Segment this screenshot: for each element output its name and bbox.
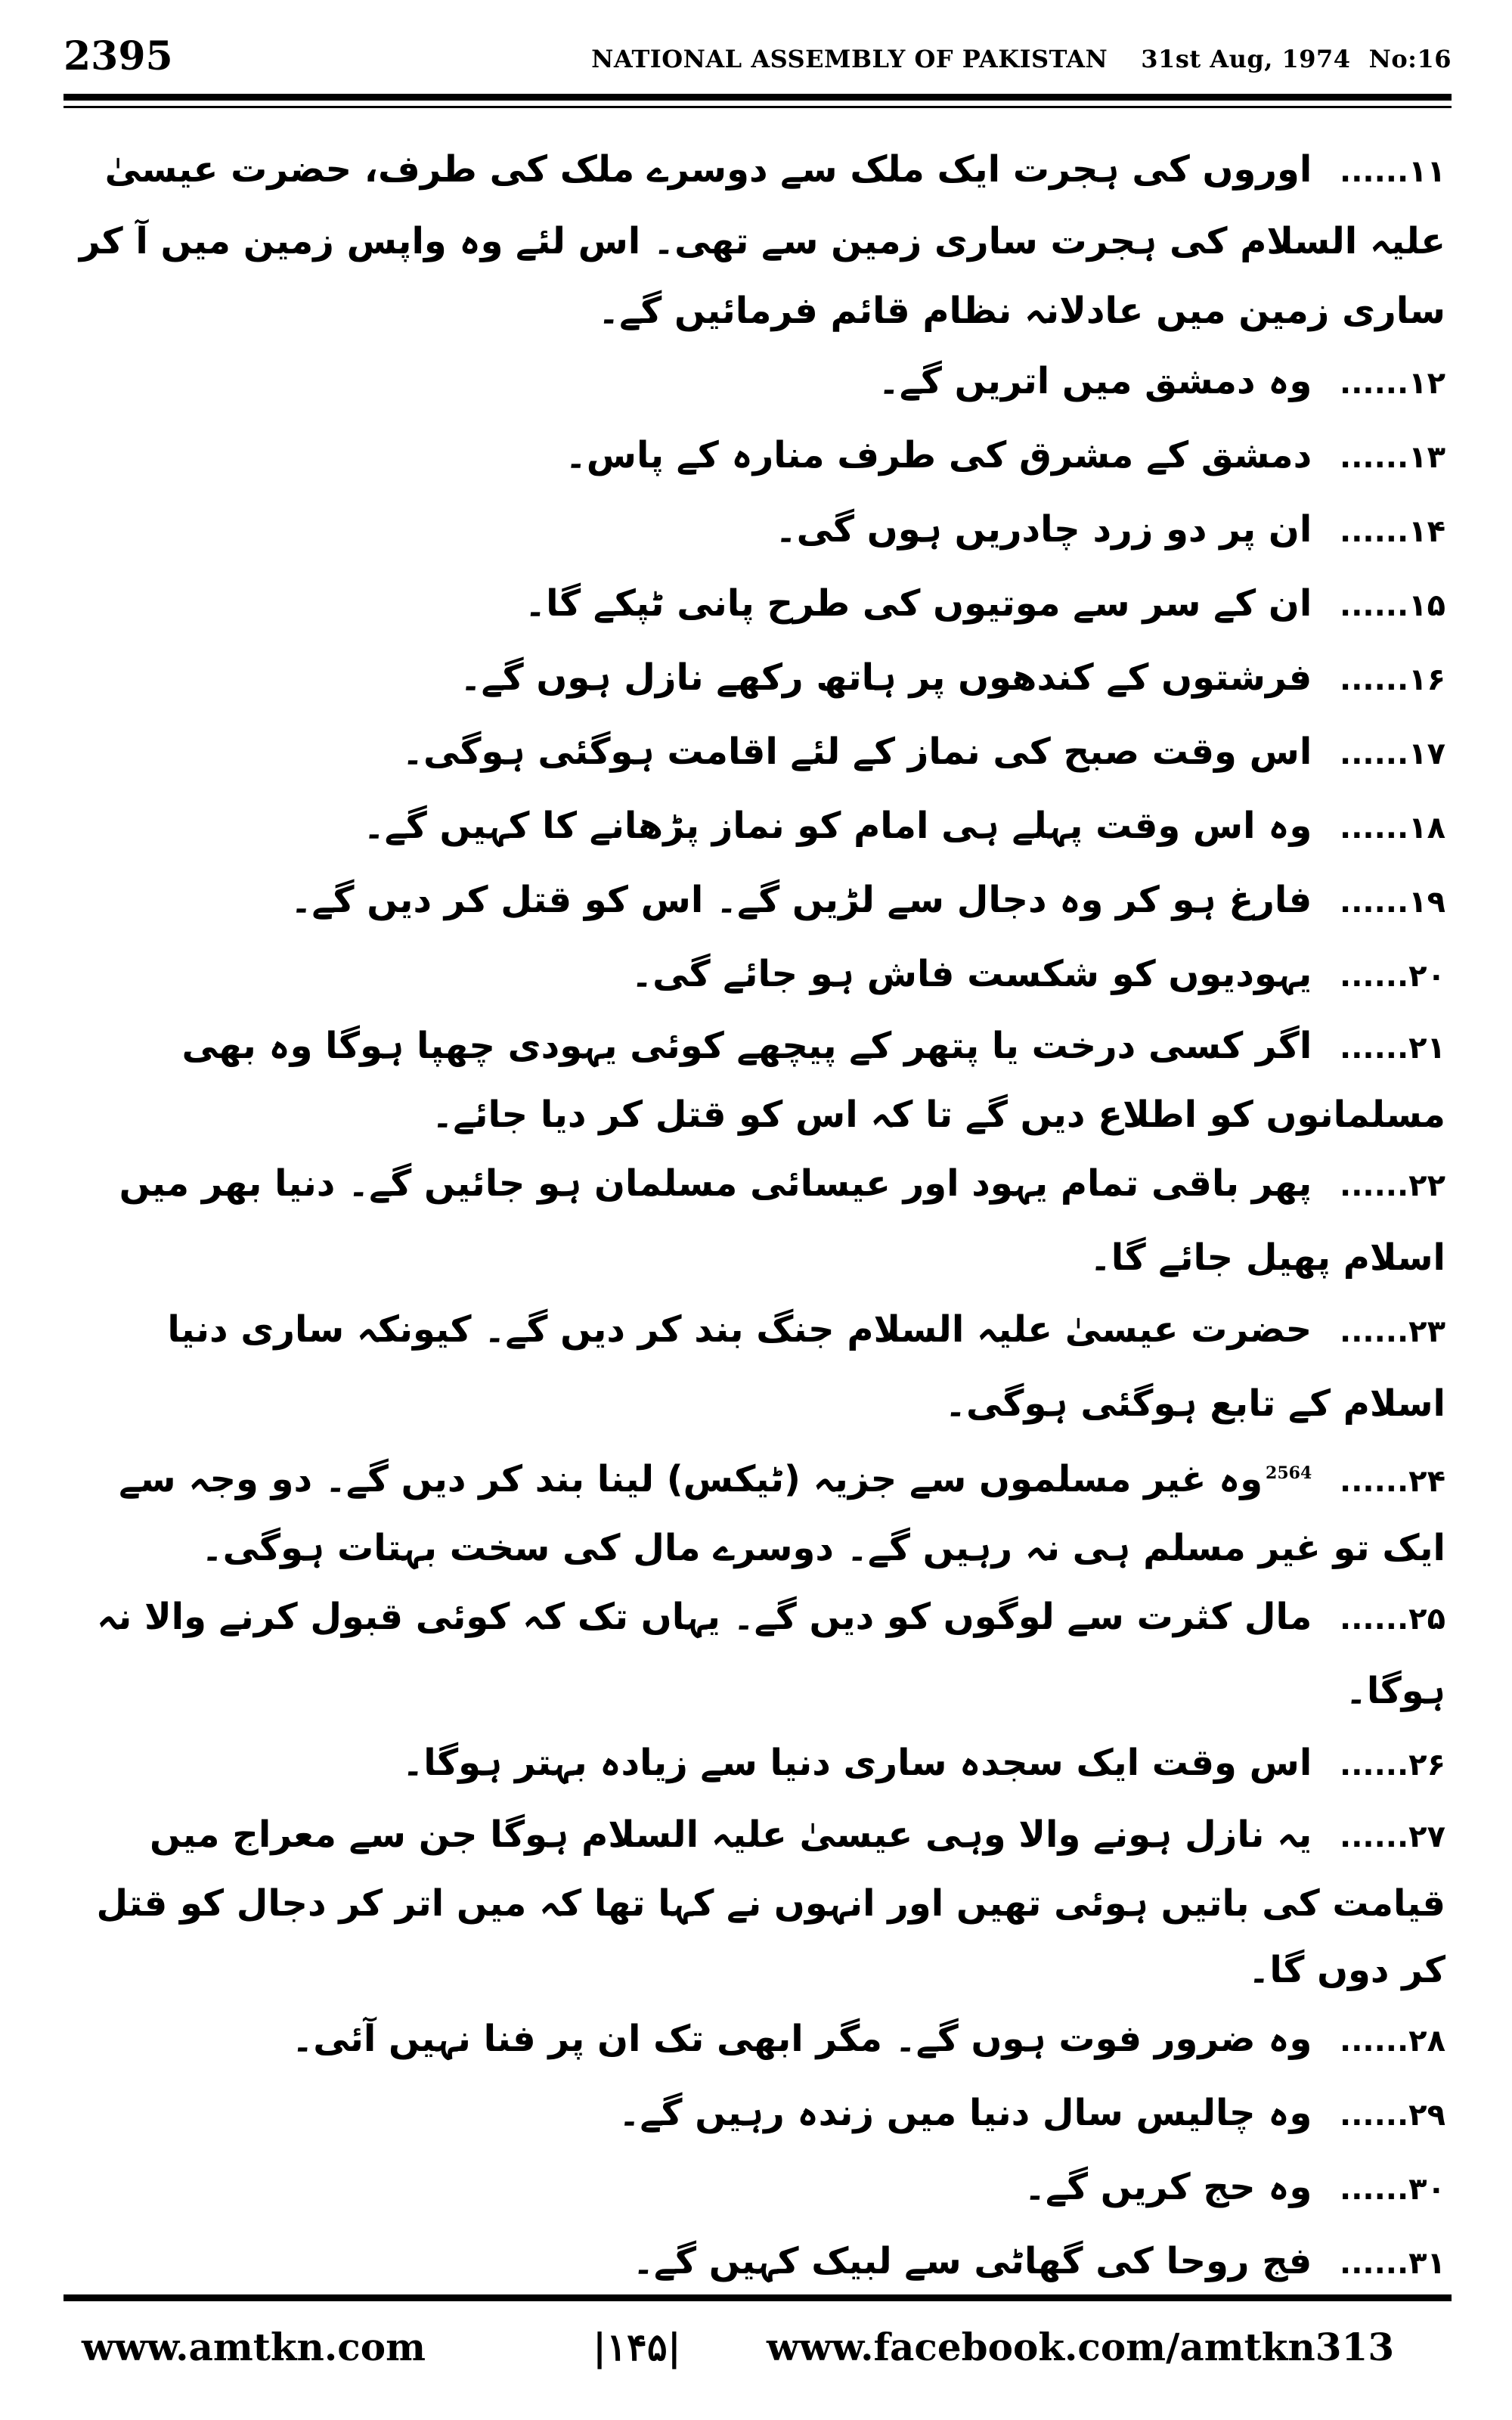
list-item: [64, 1013, 1445, 1148]
item-text: اس وقت ایک سجدہ ساری دنیا سے زیادہ بہتر ہوگا۔: [402, 1742, 1312, 1784]
list-item: [64, 642, 1445, 716]
document-body: [64, 135, 1445, 2282]
item-number: ۱۳......: [1340, 440, 1445, 475]
item-number: ۲۵......: [1340, 1602, 1445, 1637]
list-item: [64, 2152, 1445, 2226]
list-item: [64, 2077, 1445, 2152]
list-item: [64, 1581, 1445, 1727]
list-item: [64, 346, 1445, 420]
website-link[interactable]: www.amtkn.com: [82, 2325, 426, 2369]
list-item: [64, 135, 1445, 346]
item-text: پھر باقی تمام یہود اور عیسائی مسلمان ہو جائیں گے۔ دنیا بھر میں اسلام پھیل جائے گا۔: [119, 1162, 1445, 1279]
footer-page-number: |۱۴۵|: [593, 2325, 681, 2369]
item-number: ۲۰......: [1340, 959, 1445, 994]
item-number: ۲۱......: [1340, 1031, 1445, 1066]
item-number: ۲۶......: [1340, 1748, 1445, 1782]
list-item: [64, 420, 1445, 494]
item-text: فارغ ہو کر وہ دجال سے لڑیں گے۔ اس کو قتل کر دیں گے۔: [290, 879, 1312, 921]
issue-number: No:16: [1368, 45, 1452, 73]
list-item: [64, 494, 1445, 568]
list-item: [64, 716, 1445, 790]
item-number: ۱۶......: [1340, 662, 1445, 697]
item-text: یہ نازل ہونے والا وہی عیسیٰ علیہ السلام ہوگا جن سے معراج میں قیامت کی باتیں ہوئی تھیں اور انہوں نے کہا تھا کہ میں اتر کر دجال کو قتل کر دوں گا۔: [96, 1813, 1445, 1991]
list-item: [64, 2226, 1445, 2300]
item-number: ۱۲......: [1340, 366, 1445, 401]
item-text: اگر کسی درخت یا پتھر کے پیچھے کوئی یہودی چھپا ہوگا وہ بھی مسلمانوں کو اطلاع دیں گے تا کہ اس کو قتل کر دیا جائے۔: [181, 1025, 1445, 1136]
list-item: [64, 2003, 1445, 2077]
item-number: ۱۱......: [1340, 154, 1445, 189]
item-number: ۲۴......: [1340, 1464, 1445, 1499]
item-number: ۱۹......: [1340, 885, 1445, 920]
list-item: [64, 1440, 1445, 1581]
item-number: ۳۰......: [1340, 2172, 1445, 2207]
list-item: [64, 864, 1445, 939]
item-number: ۲۹......: [1340, 2098, 1445, 2133]
facebook-link[interactable]: www.facebook.com/amtkn313: [767, 2325, 1395, 2369]
header-title: [558, 36, 1452, 82]
footer-rule: [64, 2294, 1452, 2301]
item-number: ۲۷......: [1340, 1820, 1445, 1854]
item-text: وہ حج کریں گے۔: [1024, 2166, 1312, 2208]
item-text: وہ اس وقت پہلے ہی امام کو نماز پڑھانے کا کہیں گے۔: [363, 805, 1312, 847]
list-item: [64, 790, 1445, 864]
page-number: 2395: [64, 33, 173, 79]
item-number: ۱۴......: [1340, 514, 1445, 549]
item-text: مال کثرت سے لوگوں کو دیں گے۔ یہاں تک کہ کوئی قبول کرنے والا نہ ہوگا۔: [97, 1596, 1445, 1712]
item-text: ان پر دو زرد چادریں ہوں گی۔: [775, 508, 1312, 551]
list-item: [64, 1801, 1445, 2003]
item-text: یہودیوں کو شکست فاش ہو جائے گی۔: [631, 953, 1312, 995]
item-text: فرشتوں کے کندھوں پر ہاتھ رکھے نازل ہوں گے۔: [460, 656, 1312, 699]
list-item: [64, 1294, 1445, 1440]
item-text: وہ چالیس سال دنیا میں زندہ رہیں گے۔: [618, 2092, 1312, 2134]
header-rule-thin: [64, 106, 1452, 108]
item-text: ان کے سر سے موتیوں کی طرح پانی ٹپکے گا۔: [525, 582, 1312, 625]
publication-name: NATIONAL ASSEMBLY OF PAKISTAN: [591, 45, 1108, 73]
page-header: [64, 30, 1452, 83]
item-text: اس وقت صبح کی نماز کے لئے اقامت ہوگئی ہوگی۔: [401, 731, 1312, 773]
item-number: ۱۸......: [1340, 811, 1445, 845]
item-text: اوروں کی ہجرت ایک ملک سے دوسرے ملک کی طرف، حضرت عیسیٰ علیہ السلام کی ہجرت ساری زمین سے تھی۔ اس لئے وہ واپس زمین میں آ کر ساری زمین میں عادلانہ نظام قائم فرمائیں گے۔: [79, 148, 1445, 332]
item-number: ۲۸......: [1340, 2024, 1445, 2059]
item-number: ۱۵......: [1340, 588, 1445, 623]
item-number: ۳۱......: [1340, 2246, 1445, 2281]
list-item: [64, 1727, 1445, 1801]
item-text: وہ ضرور فوت ہوں گے۔ مگر ابھی تک ان پر فنا نہیں آئی۔: [292, 2018, 1312, 2060]
list-item: [64, 939, 1445, 1013]
list-item: [64, 1148, 1445, 1294]
page-footer: [64, 2310, 1452, 2385]
header-rule: [64, 94, 1452, 101]
item-text: وہ دمشق میں اتریں گے۔: [878, 360, 1312, 402]
item-number: ۲۲......: [1340, 1168, 1445, 1203]
item-text: دمشق کے مشرق کی طرف منارہ کے پاس۔: [565, 434, 1312, 476]
publication-date: 31st Aug, 1974: [1141, 45, 1351, 73]
item-number: ۱۷......: [1340, 737, 1445, 771]
item-number: ۲۳......: [1340, 1314, 1445, 1349]
list-item: [64, 568, 1445, 642]
item-text: وہ غیر مسلموں سے جزیہ (ٹیکس) لینا بند کر دیں گے۔ دو وجہ سے ایک تو غیر مسلم ہی نہ رہیں گے۔ دوسرے مال کی سخت بہتات ہوگی۔: [119, 1458, 1445, 1569]
item-text: فج روحا کی گھاٹی سے لبیک کہیں گے۔: [632, 2240, 1312, 2282]
item-text: حضرت عیسیٰ علیہ السلام جنگ بند کر دیں گے۔ کیونکہ ساری دنیا اسلام کے تابع ہوگئی ہوگی۔: [167, 1308, 1445, 1425]
page-marker: 2564: [1266, 1463, 1312, 1483]
